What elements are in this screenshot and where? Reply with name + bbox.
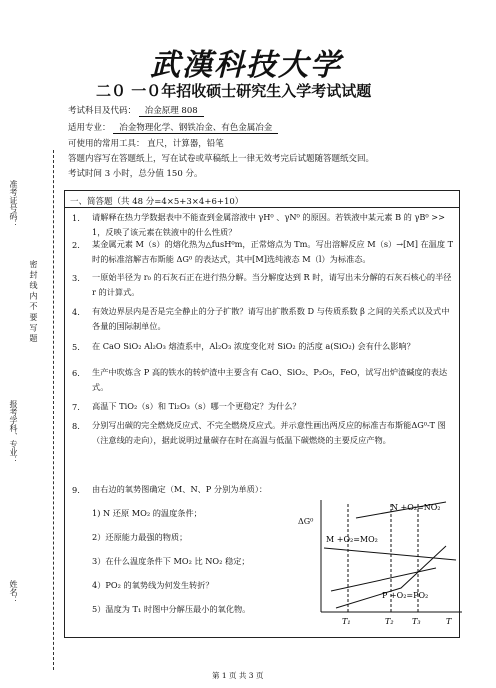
seal-line bbox=[53, 150, 54, 670]
oxygen-potential-chart bbox=[296, 496, 466, 634]
question-number: 2. bbox=[72, 240, 80, 250]
question-text: 高温下 TiO₂（s）和 Ti₂O₃（s）哪一个更稳定？为什么？ bbox=[92, 401, 301, 411]
tick-label: T₂ bbox=[385, 617, 394, 626]
major-label: 适用专业： bbox=[68, 123, 111, 133]
question-number: 4. bbox=[72, 307, 80, 317]
side-label-no-write: 密 封 线 内 不 要 写 题 bbox=[29, 260, 38, 342]
series-label-n: N +O₂=NO₂ bbox=[391, 503, 441, 512]
series-label-p: P +O₂=PO₂ bbox=[382, 591, 429, 600]
subject-label: 考试科目及代码： bbox=[68, 106, 137, 116]
series-label-m: M +O₂=MO₂ bbox=[326, 535, 378, 544]
time-line: 考试时间 3 小时，总分值 150 分。 bbox=[68, 169, 203, 179]
question-number: 5. bbox=[72, 342, 80, 352]
chart-ylabel: ΔG⁰ bbox=[298, 517, 314, 526]
question-text: 一原始半径为 r₀ 的石灰石正在进行热分解。当分解度达到 R 时，请写出未分解的石灰石核心的半径 r 的计算式。 bbox=[92, 272, 452, 297]
side-label-exam-id: 准考证号码： bbox=[9, 180, 18, 228]
question-text: 生产中吹炼含 P 高的铁水的转炉渣中主要含有 CaO、SiO₂、P₂O₅，FeO，试写出炉渣碱度的表达式。 bbox=[92, 367, 448, 392]
series-line-n-lower bbox=[331, 568, 436, 591]
major-line bbox=[68, 121, 278, 134]
question-number: 3. bbox=[72, 273, 80, 283]
question-number: 1. bbox=[72, 213, 80, 223]
major-value: 冶金物理化学、钢铁冶金、有色金属冶金 bbox=[113, 121, 278, 134]
series-line-m bbox=[324, 548, 456, 560]
exam-title: 二０ 一０年招收硕士研究生入学考试试题 bbox=[96, 82, 372, 100]
question-number: 7. bbox=[72, 402, 80, 412]
binding-margin bbox=[6, 150, 42, 670]
question-text: 有效边界层内是否是完全静止的分子扩散？请写出扩散系数 D 与传质系数 β 之间的关系式以及式中各量的国际制单位。 bbox=[92, 306, 450, 331]
page-footer: 第 1 页 共 3 页 bbox=[212, 671, 264, 680]
question-number: 6. bbox=[72, 368, 80, 378]
tick-label: T₃ bbox=[412, 617, 421, 626]
header-divider bbox=[64, 207, 460, 208]
tools-line: 可使用的常用工具： 直尺，计算器，铅笔 bbox=[68, 139, 224, 149]
sub-question: 2）还原能力最强的物质； bbox=[92, 532, 188, 542]
sub-question: 5）温度为 T₁ 时图中分解压最小的氧化物。 bbox=[92, 604, 251, 614]
sub-question: 3）在什么温度条件下 MO₂ 比 NO₂ 稳定； bbox=[92, 556, 250, 566]
x-axis-label: T bbox=[446, 617, 452, 626]
instructions-line: 答题内容写在答题纸上，写在试卷或草稿纸上一律无效考完后试题随答题纸交回。 bbox=[68, 154, 375, 164]
tick-label: T₁ bbox=[342, 617, 351, 626]
question-text: 在 CaO SiO₂ Al₂O₃ 熔渣系中，Al₂O₃ 浓度变化对 SiO₂ 的活度 a(SiO₂) 会有什么影响？ bbox=[92, 341, 415, 351]
question-text: 由右边的氧势图确定（M、N、P 分别为单质）： bbox=[92, 484, 268, 494]
sub-question: 4）PO₂ 的氧势线为何发生转折？ bbox=[92, 580, 214, 590]
sub-question: 1) N 还原 MO₂ 的温度条件； bbox=[92, 508, 202, 518]
side-label-name: 姓名： bbox=[9, 580, 18, 604]
question-text: 分别写出碳的完全燃烧反应式、不完全燃烧反应式。并示意性画出两反应的标准吉布斯能ΔG⁰-T 图（注意线的走向），据此说明过量碳存在时在高温与低温下碳燃烧的主要反应产物。 bbox=[92, 420, 446, 445]
section-header: 一、简答题（共 48 分=4×5+3×4+6+10） bbox=[70, 197, 244, 207]
question-number: 9. bbox=[72, 485, 80, 495]
question-number: 8. bbox=[72, 421, 80, 431]
subject-value: 冶金原理 808 bbox=[139, 104, 204, 117]
side-label-school: 报考学科、专业： bbox=[9, 400, 18, 464]
subject-line bbox=[68, 104, 204, 117]
question-text: 某金属元素 M（s）的熔化热为△fusH⁰m，正常熔点为 Tm。写出溶解反应 M（s）→[M] 在温度 T 时的标准溶解吉布斯能 ΔG⁰ 的表达式，其中[M]选纯液态 M（l）为标准态。 bbox=[92, 239, 454, 264]
question-text: 请解释在热力学数据表中不能查到金属溶液中 γH⁰ 、γN⁰ 的原因。若铁液中某元素 B 的 γB⁰ >> 1，反映了该元素在铁液中的什么性质？ bbox=[92, 212, 445, 237]
university-logo: 武漢科技大学 bbox=[150, 48, 342, 83]
